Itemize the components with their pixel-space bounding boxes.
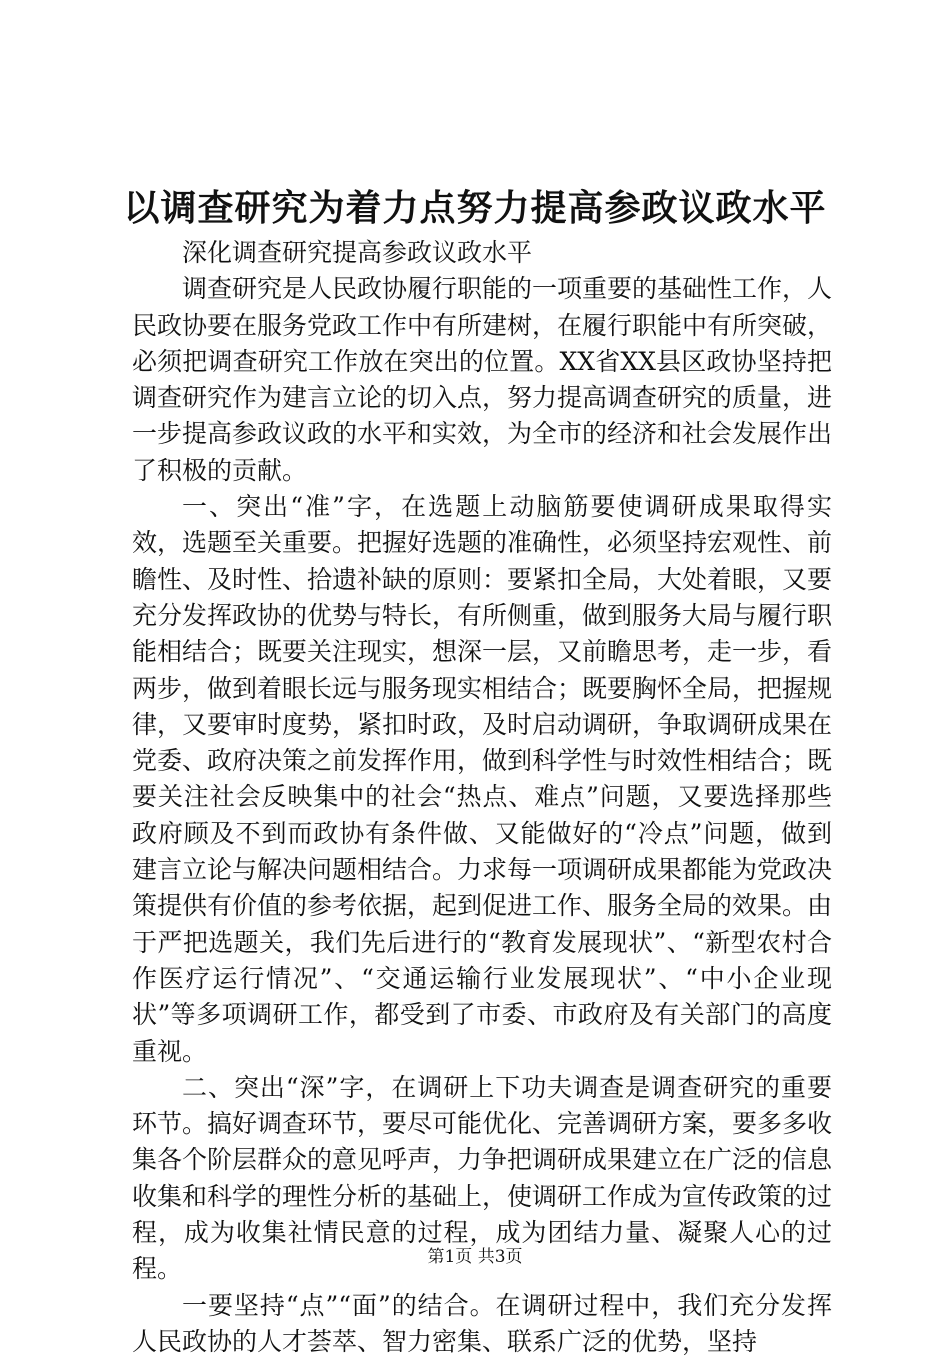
page-number-footer: 第1页 共3页 [427,1247,523,1267]
subtitle-paragraph: 深化调查研究提高参政议政水平 [182,238,533,267]
body-paragraph: 一、突出“准”字，在选题上动脑筋要使调研成果取得实效，选题至关重要。把握好选题的准确性，必须坚持宏观性、前瞻性、及时性、拾遗补缺的原则：要紧扣全局，大处着眼，又要充分发挥政协的优势与特长，有所侧重，做到服务大局与履行职能相结合；既要关注现实，想深一层，又前瞻思考，走一步，看两步，做到着眼长远与服务现实相结合；既要胸怀全局，把握规律，又要审时度势，紧扣时政，及时启动调研，争取调研成果在党委、政府决策之前发挥作用，做到科学性与时效性相结合；既要关注社会反映集中的社会“热点、难点”问题，又要选择那些政府顾及不到而政协有条件做、又能做好的“冷点”问题，做到建言立论与解决问题相结合。力求每一项调研成果都能为党政决策提供有价值的参考依据，起到促进工作、服务全局的效果。由于严把选题关，我们先后进行的“教育发展现状”、“新型农村合作医疗运行情况”、“交通运输行业发展现状”、“中小企业现状”等多项调研工作，都受到了市委、市政府及有关部门的高度重视。 [132,492,833,1066]
body-paragraph: 调查研究是人民政协履行职能的一项重要的基础性工作，人民政协要在服务党政工作中有所建树，在履行职能中有所突破，必须把调查研究工作放在突出的位置。XX省XX县区政协坚持把调查研究作为建言立论的切入点，努力提高调查研究的质量，进一步提高参政议政的水平和实效，为全市的经济和社会发展作出了积极的贡献。 [132,274,833,485]
body-paragraph: 二、突出“深”字，在调研上下功夫调查是调查研究的重要环节。搞好调查环节，要尽可能优化、完善调研方案，要多多收集各个阶层群众的意见呼声，力争把调研成果建立在广泛的信息收集和科学的理性分析的基础上，使调研工作成为宣传政策的过程，成为收集社情民意的过程，成为团结力量、凝聚人心的过程。 [132,1072,833,1284]
document-body [132,235,832,1360]
document-title: 以调查研究为着力点努力提高参政议政水平 [123,187,827,229]
body-paragraph: 一要坚持“点”“面”的结合。在调研过程中，我们充分发挥人民政协的人才荟萃、智力密集、联系广泛的优势，坚持 [132,1290,832,1356]
